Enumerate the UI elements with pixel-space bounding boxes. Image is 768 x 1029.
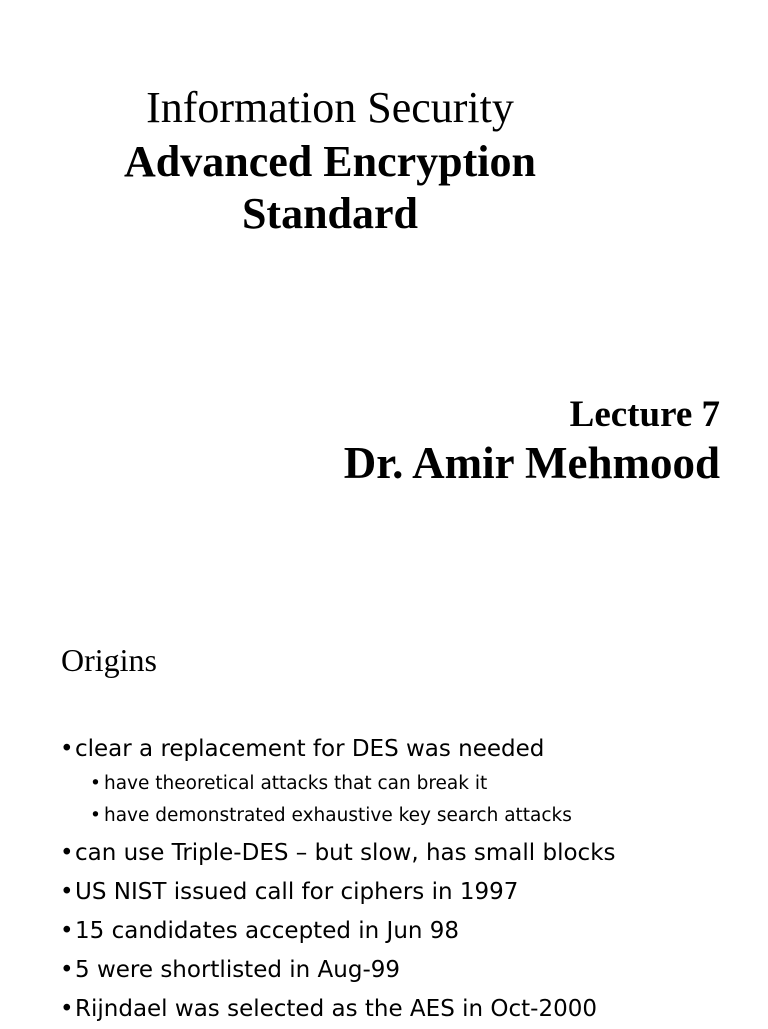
author-name: Dr. Amir Mehmood: [343, 438, 720, 488]
sub-bullet-item: • have theoretical attacks that can break it: [60, 768, 760, 800]
sub-bullet-item: • have demonstrated exhaustive key search attacks: [60, 800, 760, 832]
title-line-2: Advanced Encryption: [124, 137, 536, 186]
bullet-item: • Rijndael was selected as the AES in Oct-2000: [60, 990, 760, 1029]
bullet-item: • 15 candidates accepted in Jun 98: [60, 912, 760, 951]
title-line-1: Information Security: [146, 83, 514, 132]
bullet-item: • 5 were shortlisted in Aug-99: [60, 951, 760, 990]
bullet-item: • can use Triple-DES – but slow, has small blocks: [60, 834, 760, 873]
title-line-3: Standard: [241, 189, 419, 238]
bullet-item: • clear a replacement for DES was needed: [60, 730, 760, 768]
bullet-item: • US NIST issued call for ciphers in 1997: [60, 873, 760, 912]
section-heading: Origins: [61, 642, 157, 678]
lecture-number: Lecture 7: [569, 394, 720, 435]
bullet-list: [60, 730, 760, 1029]
